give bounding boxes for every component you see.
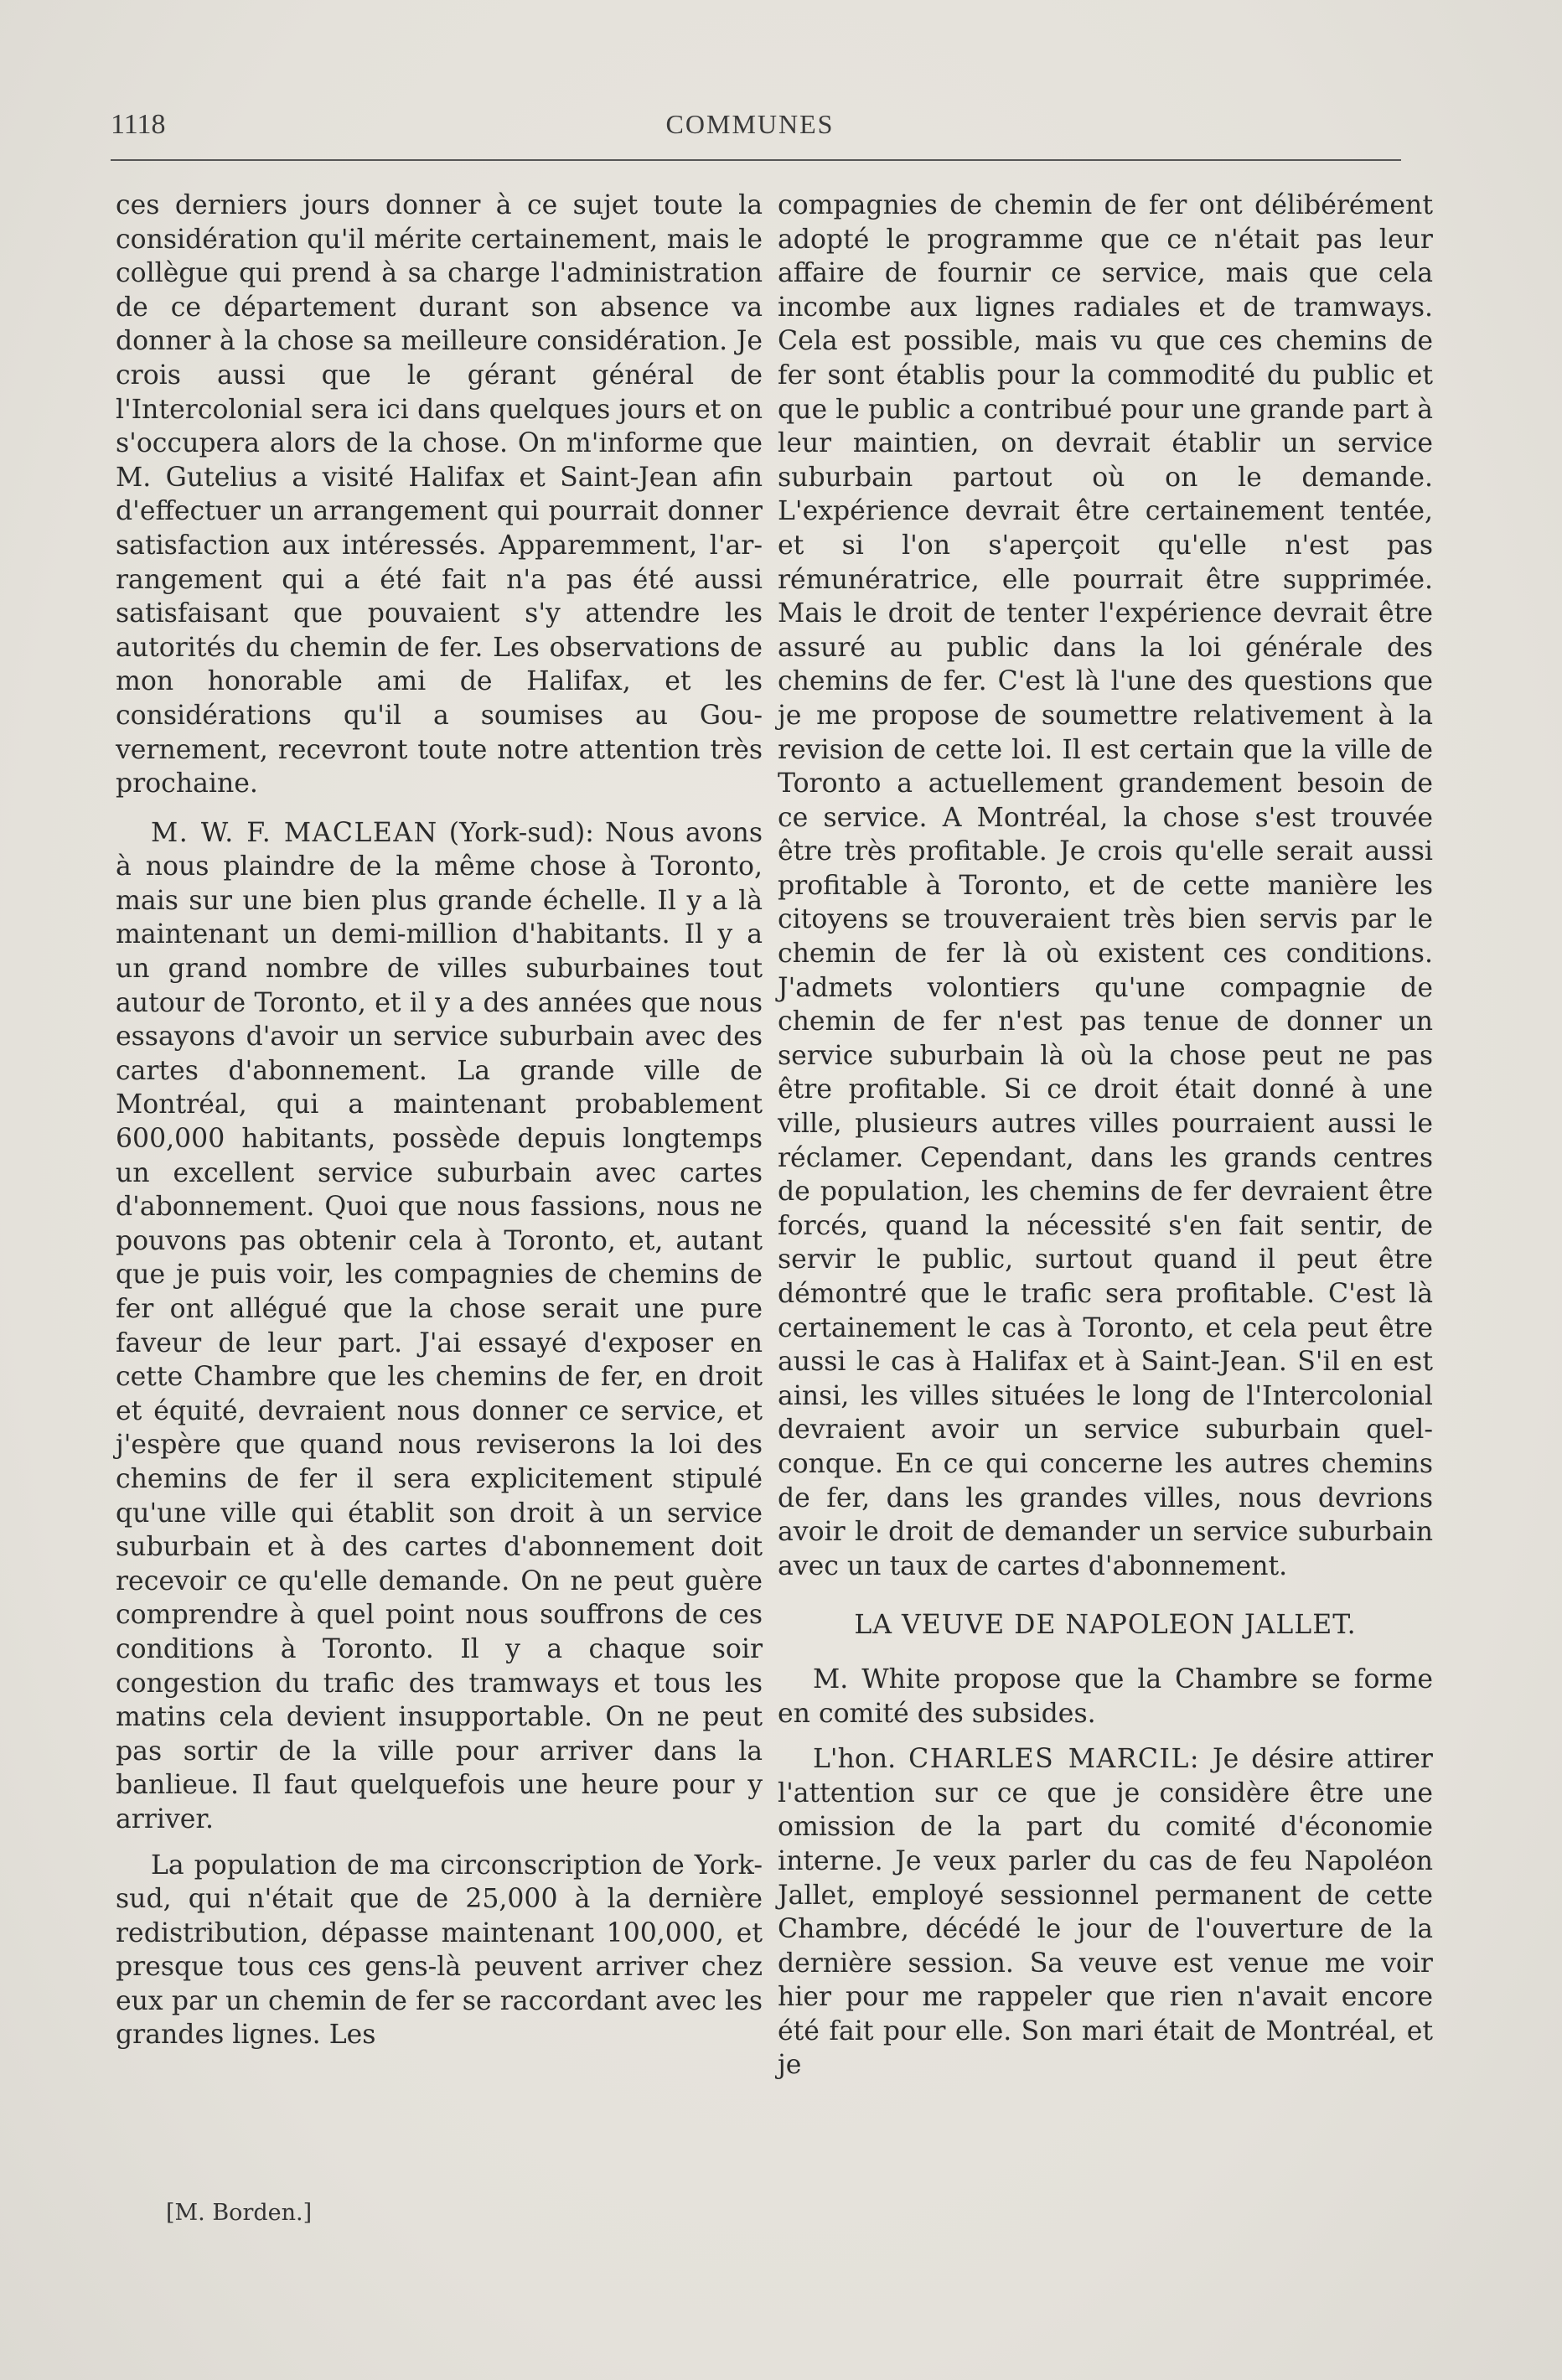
speaker-riding: (York-sud): bbox=[448, 817, 594, 848]
speaker-name: M. W. F. MACLEAN bbox=[151, 817, 438, 848]
left-column bbox=[116, 189, 763, 2052]
motion-paragraph: M. White propose que la Chambre se forme en comité des subsides. bbox=[778, 1663, 1433, 1729]
header-rule bbox=[111, 159, 1401, 161]
maclean-speech bbox=[116, 816, 763, 1837]
right-column bbox=[778, 189, 1433, 2082]
paragraph-continued: ces derniers jours donner à ce sujet toute la considération qu'il mérite certainement, mais le collègue qui prend à sa charge l'administration de ce département durant son absence va donner à la chose sa meilleure considération. Je crois aussi que le gérant général de l'Intercolonial sera ici dans quelques jours et on s'occupera alors de la chose. On m'informe que M. Gutelius a visité Halifax et Saint-Jean afin d'effectuer un arrangement qui pourrait donner satisfaction aux intéressés. Apparemment, l'arrangement qui a été fait n'a pas été aussi satisfaisant que pouvaient s'y attendre les autorités du chemin de fer. Les observations de mon honorable ami de Halifax, et les considérations qu'il a soumises au Gouvernement, recevront toute notre attention très prochaine. bbox=[116, 190, 763, 799]
speech-text: Je désire attirer l'attention sur ce que je considère être une omission de la part du comité d'économie interne. Je veux parler du cas de feu Napoléon Jallet, employé sessionnel permanent de cette Chambre, décédé le jour de l'ouverture de la dernière session. Sa veuve est venue me voir hier pour me rappeler que rien n'avait encore été fait pour elle. Son mari était de Montréal, et je bbox=[778, 1744, 1433, 2081]
paragraph: La population de ma circonscription de York-sud, qui n'était que de 25,000 à la dernière redistribution, dépasse maintenant 100,000, et presque tous ces gens-là peuvent arriver chez eux par un chemin de fer se raccordant avec les grandes lignes. Les bbox=[116, 1850, 763, 2051]
speech-text: Nous avons à nous plaindre de la même chose à Toronto, mais sur une bien plus grande échelle. Il y a là maintenant un demi-million d'habitants. Il y a un grand nombre de villes suburbaines tout autour de Toronto, et il y a des années que nous essayons d'avoir un service suburbain avec des cartes d'abonnement. La grande ville de Montréal, qui a maintenant probablement 600,000 habitants, possède depuis longtemps un excellent service suburbain avec cartes d'abonnement. Quoi que nous fassions, nous ne pouvons pas obtenir cela à Toronto, et, autant que je puis voir, les compagnies de chemins de fer ont allégué que la chose serait une pure faveur de leur part. J'ai essayé d'exposer en cette Chambre que les chemins de fer, en droit et équité, devraient nous donner ce service, et j'espère que quand nous reviserons la loi des chemins de fer il sera explicitement stipulé qu'une ville qui établit son droit à un service suburbain et à des cartes d'abonnement doit recevoir ce qu'elle demande. On ne peut guère comprendre à quel point nous souffrons de ces conditions à Toronto. Il y a chaque soir congestion du trafic des tramways et tous les matins cela devient insupportable. On ne peut pas sortir de la ville pour arriver dans la banlieue. Il faut quelquefois une heure pour y arriver. bbox=[116, 817, 763, 1834]
footer-speaker-reference: [M. Borden.] bbox=[166, 2200, 313, 2226]
speaker-name: CHARLES MARCIL: bbox=[908, 1744, 1200, 1775]
running-title: COMMUNES bbox=[665, 109, 835, 139]
section-heading: LA VEUVE DE NAPOLEON JALLET. bbox=[854, 1610, 1357, 1641]
paragraph-continued: compagnies de chemin de fer ont délibérément adopté le programme que ce n'était pas leur affaire de fournir ce service, mais que cela incombe aux lignes radiales et de tramways. Cela est possible, mais vu que ces chemins de fer sont établis pour la commodité du public et que le public a contribué pour une grande part à leur maintien, on devrait établir un service suburbain partout où on le demande. L'expérience devrait être certainement tentée, et si l'on s'aperçoit qu'elle n'est pas rémunératrice, elle pourrait être supprimée. Mais le droit de tenter l'expérience devrait être assuré au public dans la loi générale des chemins de fer. C'est là l'une des questions que je me propose de soumettre relativement à la revision de cette loi. Il est certain que la ville de Toronto a actuellement grandement besoin de ce service. A Montréal, la chose s'est trouvée être très profitable. Je crois qu'elle serait aussi profitable à Toronto, et de cette manière les citoyens se trouveraient très bien servis par le chemin de fer là où existent ces conditions. J'admets volontiers qu'une compagnie de chemin de fer n'est pas tenue de donner un service suburbain là où la chose peut ne pas être profitable. Si ce droit était donné à une ville, plusieurs autres villes pourraient aussi le réclamer. Cependant, dans les grands centres de population, les chemins de fer devraient être forcés, quand la nécessité s'en fait sentir, de servir le public, surtout quand il peut être démontré que le trafic sera profitable. C'est là certainement le cas à Toronto, et cela peut être aussi le cas à Halifax et à Saint-Jean. S'il en est ainsi, les villes situées le long de l'Intercolonial devraient avoir un service suburbain quelconque. En ce qui concerne les autres chemins de fer, dans les grandes villes, nous devrions avoir le droit de demander un service suburbain avec un taux de cartes d'abonnement. bbox=[778, 190, 1433, 1581]
speaker-title: L'hon. bbox=[813, 1744, 897, 1775]
marcil-speech bbox=[778, 1742, 1433, 2082]
page-number: 1118 bbox=[111, 109, 166, 140]
